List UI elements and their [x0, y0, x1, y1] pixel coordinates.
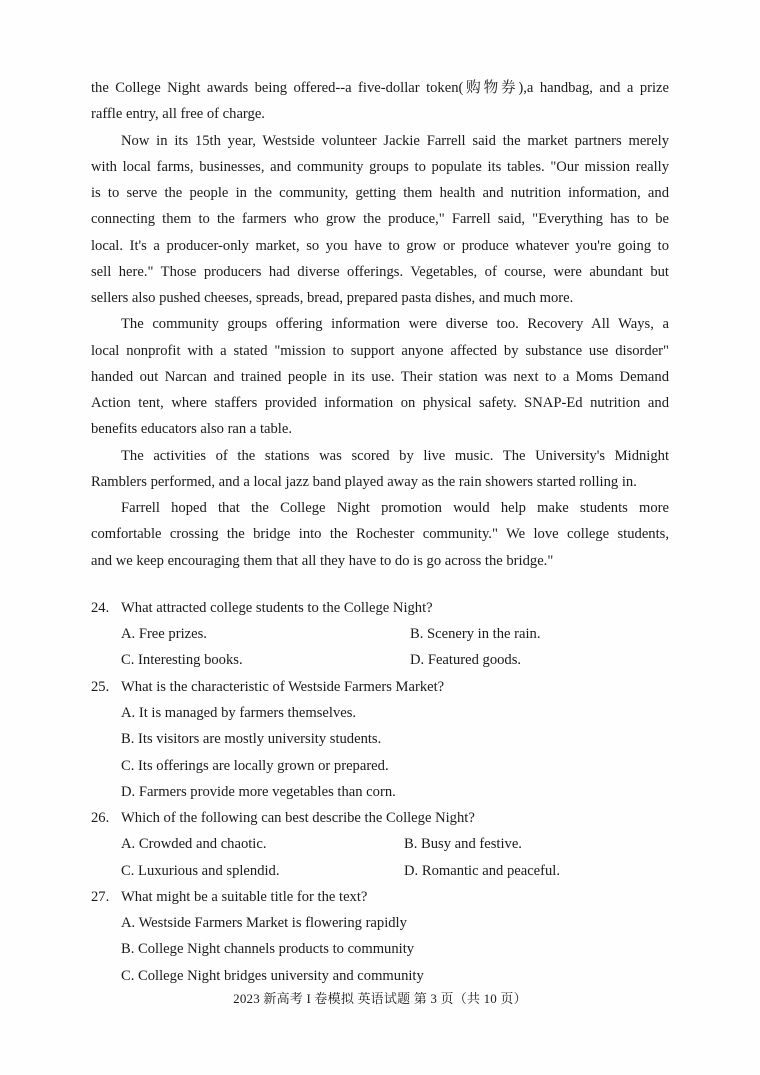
option-d: D. Romantic and peaceful.	[404, 863, 561, 879]
passage-line: and we keep encouraging them that all they have to do is go across the bridge."	[91, 553, 554, 569]
option-d: D. Farmers provide more vegetables than corn.	[121, 784, 396, 800]
question-text: Which of the following can best describe the College Night?	[121, 810, 475, 826]
question-number: 26.	[91, 810, 110, 826]
question-text: What attracted college students to the College Night?	[121, 600, 433, 616]
passage-line: connecting them to the farmers who grow the produce," Farrell said, "Everything has to be	[91, 211, 669, 227]
passage-line: sell here." Those producers had diverse offerings. Vegetables, of course, were abundant but	[91, 264, 669, 280]
option-c: C. Interesting books.	[121, 652, 243, 668]
page-footer: 2023 新高考 I 卷模拟 英语试题 第 3 页（共 10 页）	[233, 991, 527, 1006]
passage-line: local. It's a producer-only market, so you have to grow or produce whatever you're going to	[91, 238, 669, 254]
question-text: What is the characteristic of Westside Farmers Market?	[121, 679, 445, 695]
option-a: A. It is managed by farmers themselves.	[121, 705, 357, 721]
passage-line: sellers also pushed cheeses, spreads, bread, prepared pasta dishes, and much more.	[91, 290, 574, 306]
passage-line: raffle entry, all free of charge.	[91, 106, 265, 122]
passage-line: Ramblers performed, and a local jazz band played away as the rain showers started rolling in.	[91, 474, 637, 490]
question-number: 25.	[91, 679, 110, 695]
option-c: C. College Night bridges university and community	[121, 968, 424, 984]
option-a: A. Free prizes.	[121, 626, 207, 642]
paragraph-start: Farrell hoped that the College Night promotion would help make students more	[121, 500, 669, 516]
passage-line: local nonprofit with a stated "mission to support anyone affected by substance use disorder"	[91, 343, 669, 359]
passage-line: the College Night awards being offered--a five-dollar token(购物券),a handbag, and a prize	[91, 80, 669, 96]
passage-line: with local farms, businesses, and community groups to populate its tables. "Our mission really	[91, 159, 669, 175]
option-b: B. College Night channels products to community	[121, 941, 415, 957]
paragraph-start: The community groups offering information were diverse too. Recovery All Ways, a	[121, 316, 669, 332]
passage-line: is to serve the people in the community, getting them health and nutrition information, and	[91, 185, 669, 201]
option-a: A. Westside Farmers Market is flowering rapidly	[121, 915, 407, 931]
option-c: C. Luxurious and splendid.	[121, 863, 280, 879]
passage-line: Action tent, where staffers provided information on physical safety. SNAP-Ed nutrition and	[91, 395, 669, 411]
paragraph-start: The activities of the stations was scored by live music. The University's Midnight	[121, 448, 669, 464]
passage-line: comfortable crossing the bridge into the Rochester community." We love college students,	[91, 526, 669, 542]
option-b: B. Scenery in the rain.	[410, 626, 541, 642]
option-a: A. Crowded and chaotic.	[121, 836, 267, 852]
passage-line: benefits educators also ran a table.	[91, 421, 292, 437]
question-text: What might be a suitable title for the text?	[121, 889, 368, 905]
question-number: 27.	[91, 889, 110, 905]
option-c: C. Its offerings are locally grown or prepared.	[121, 758, 389, 774]
question-number: 24.	[91, 600, 110, 616]
option-d: D. Featured goods.	[410, 652, 522, 668]
paragraph-start: Now in its 15th year, Westside volunteer Jackie Farrell said the market partners merely	[121, 133, 669, 149]
option-b: B. Busy and festive.	[404, 836, 522, 852]
option-b: B. Its visitors are mostly university students.	[121, 731, 382, 747]
passage-line: handed out Narcan and trained people in its use. Their station was next to a Moms Demand	[91, 369, 669, 385]
